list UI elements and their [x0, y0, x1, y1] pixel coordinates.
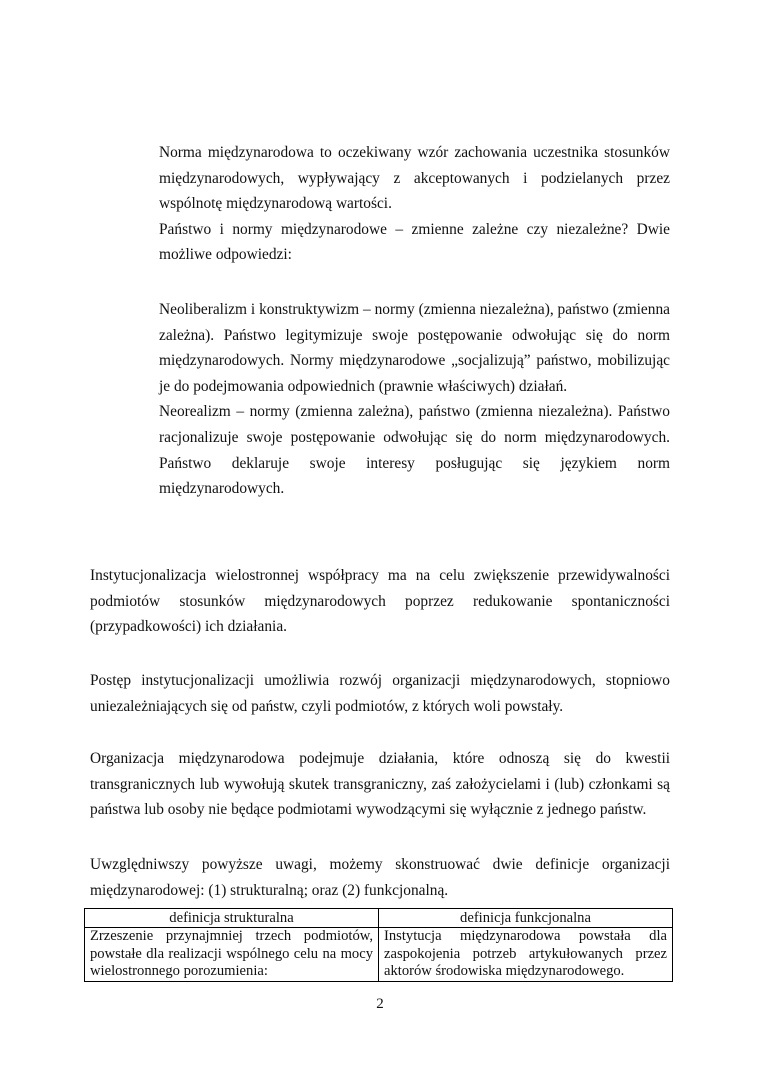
- text-line: uniezależniających się od państw, czyli podmiotów, z których woli powstały.: [90, 697, 564, 715]
- paragraph-progress: [90, 668, 670, 719]
- table-header-structural: definicja strukturalna: [85, 909, 379, 928]
- text-line: Postęp instytucjonalizacji umożliwia rozwój organizacji międzynarodowych, stopniowo: [90, 672, 670, 689]
- theories-block: [159, 297, 670, 502]
- paragraph-institutionalization: [90, 563, 670, 640]
- table-header-row: [85, 909, 673, 928]
- paragraph-definitions-intro: [90, 852, 670, 903]
- table-header-functional: definicja funkcjonalna: [379, 909, 673, 928]
- text-line: podmiotów stosunków międzynarodowych poprzez redukowanie spontaniczności: [90, 592, 670, 610]
- text-line: międzynarodowych. Normy międzynarodowe „socjalizują” państwo, mobilizując: [159, 352, 670, 370]
- text-line: racjonalizuje swoje postępowanie odwołując się do norm międzynarodowych.: [159, 428, 670, 446]
- text-line: Neoliberalizm i konstruktywizm – normy (zmienna niezależna), państwo (zmienna: [159, 301, 670, 318]
- text-line: Uwzględniwszy powyższe uwagi, możemy skonstruować dwie definicje organizacji: [90, 856, 670, 873]
- text-line: międzynarodowych, wypływający z akceptowanych i podzielanych przez: [159, 169, 670, 187]
- text-line: (przypadkowości) ich działania.: [90, 618, 288, 636]
- text-line: Norma międzynarodowa to oczekiwany wzór zachowania uczestnika stosunków: [159, 144, 670, 161]
- text-line: międzynarodowych.: [159, 480, 285, 498]
- text-line: Instytucjonalizacja wielostronnej współpracy ma na celu zwiększenie przewidywalności: [90, 567, 670, 584]
- norm-definition-block: [159, 140, 670, 268]
- table-cell-structural: Zrzeszenie przynajmniej trzech podmiotów, powstałe dla realizacji wspólnego celu na mocy wielostronnego porozumienia:: [85, 928, 379, 982]
- text-line: Państwo deklaruje swoje interesy posługując się językiem norm: [159, 454, 670, 472]
- text-line: Państwo i normy międzynarodowe – zmienne zależne czy niezależne? Dwie: [159, 220, 670, 238]
- text-line: Neorealizm – normy (zmienna zależna), państwo (zmienna niezależna). Państwo: [159, 403, 670, 421]
- definitions-table: [84, 908, 673, 982]
- text-line: zależna). Państwo legitymizuje swoje postępowanie odwołując się do norm: [159, 326, 670, 344]
- text-line: transgranicznych lub wywołują skutek transgraniczny, zaś założycielami i (lub) członkami są: [90, 775, 670, 793]
- text-line: możliwe odpowiedzi:: [159, 246, 292, 264]
- text-line: państwa lub osoby nie będące podmiotami wywodzącymi się wyłącznie z jednego państw.: [90, 801, 647, 819]
- table-row: [85, 928, 673, 982]
- paragraph-organization: [90, 746, 670, 823]
- table-cell-functional: Instytucja międzynarodowa powstała dla zaspokojenia potrzeb artykułowanych przez aktorów środowiska międzynarodowego.: [379, 928, 673, 982]
- text-line: wspólnotę międzynarodową wartości.: [159, 195, 392, 213]
- text-line: je do podejmowania odpowiednich (prawnie właściwych) działań.: [159, 377, 568, 395]
- page-number: 2: [376, 996, 384, 1012]
- text-line: Organizacja międzynarodowa podejmuje działania, które odnoszą się do kwestii: [90, 750, 670, 767]
- text-line: międzynarodowej: (1) strukturalną; oraz (2) funkcjonalną.: [90, 881, 449, 899]
